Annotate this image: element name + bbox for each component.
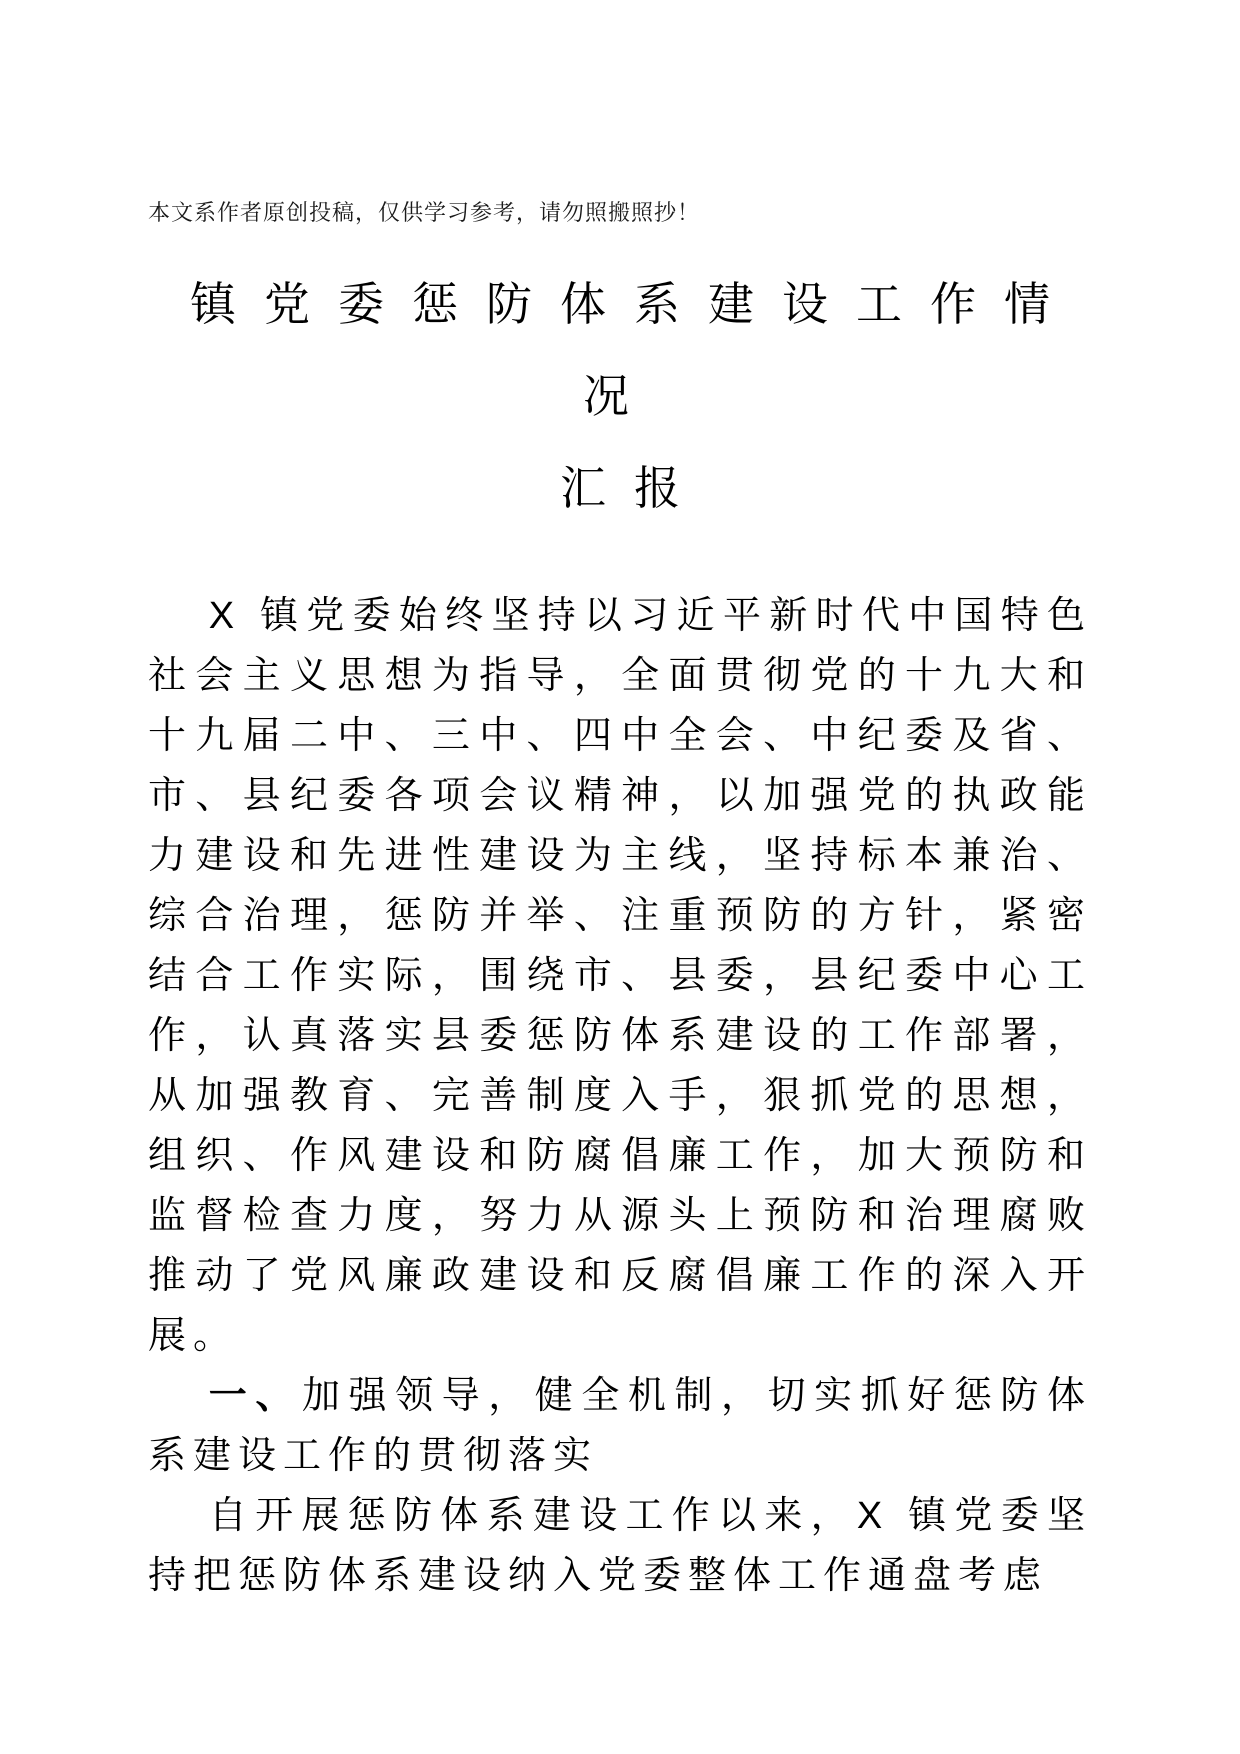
section-heading-1-text: 加强领导，健全机制，切实抓好惩防体系建设工作的贯彻落实 — [148, 1375, 1092, 1477]
document-title — [148, 258, 1092, 534]
section-heading-1-number: 一、 — [208, 1375, 302, 1417]
section-heading-1 — [148, 1366, 1092, 1486]
disclaimer-text: 本文系作者原创投稿，仅供学习参考，请勿照搬照抄！ — [148, 200, 701, 225]
title-line-1: 镇党委惩防体系建设工作情况 — [190, 278, 1078, 422]
paragraph-1: X 镇党委始终坚持以习近平新时代中国特色社会主义思想为指导，全面贯彻党的十九大和十九届二中、三中、四中全会、中纪委及省、市、县纪委各项会议精神，以加强党的执政能力建设和先进性建设为主线，坚持标本兼治、综合治理，惩防并举、注重预防的方针，紧密结合工作实际，围绕市、县委，县纪委中心工作，认真落实县委惩防体系建设的工作部署，从加强教育、完善制度入手，狠抓党的思想，组织、作风建设和防腐倡廉工作，加大预防和监督检查力度，努力从源头上预防和治理腐败推动了党风廉政建设和反腐倡廉工作的深入开展。 — [148, 595, 1092, 1357]
paragraph-2: 自开展惩防体系建设工作以来，X 镇党委坚持把惩防体系建设纳入党委整体工作通盘考虑 — [148, 1495, 1092, 1597]
document-body — [148, 586, 1092, 1606]
title-line-2: 汇报 — [560, 462, 708, 514]
